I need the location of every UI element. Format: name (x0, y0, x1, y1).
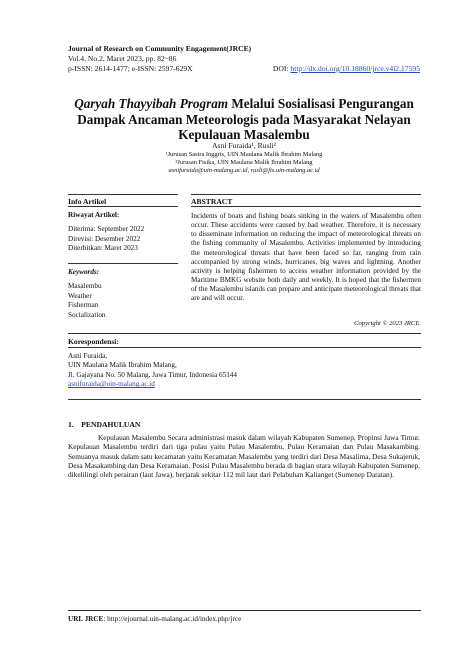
abstract-heading: ABSTRACT (191, 197, 233, 206)
footer-divider (68, 610, 421, 611)
divider (68, 347, 421, 348)
keywords-label: Keywords: (68, 268, 100, 276)
keyword-item: Socialization (68, 310, 106, 319)
footer-url[interactable]: : http://ejournal.uin-malang.ac.id/index.php/jrce (103, 615, 242, 623)
keyword-item: Masalembu (68, 282, 102, 291)
keywords-block (68, 268, 178, 320)
author-emails: asnifuraida@uin-malang.ac.id, rusli@fis.uin-malang.ac.id (168, 167, 320, 175)
article-history (68, 211, 178, 254)
correspondence-email-link[interactable]: asnifuraida@uin-malang.ac.id (68, 380, 155, 389)
divider (68, 263, 178, 264)
author-block (68, 141, 420, 176)
info-heading: Info Artikel (68, 197, 107, 206)
divider (191, 206, 421, 207)
divider (68, 206, 178, 207)
affiliation-2: ²Jurusan Fisika, UIN Maulana Malik Ibrahim Malang (175, 159, 313, 167)
title-italic: Qaryah Thayyibah Program (74, 96, 229, 111)
abstract-text: Incidents of boats and fishing boats sinking in the waters of Masalembu often occur. These accidents were caused by bad weather. Therefore, it is necessary to disseminate information on reducing the impact of meteorological threats on the fishing community of Masalembu. Activities implemented by introducing the meteorological threats that have been faced so far, ranging from rain accompanied by strong winds, hurricanes, big waves and lightning. Another activity is helping fishermen to access weather information provided by the Maritime BMKG website both daily and weekly. It is hoped that the fishermen of the Masalembu islands can prepare and anticipate meteorological threats that are and will occur. (191, 212, 421, 303)
doi-link[interactable]: http://dx.doi.org/10.18860/jrce.v4i2.17595 (290, 64, 420, 73)
received-date: Diterima: September 2022 (68, 225, 145, 234)
keyword-item: Fisherman (68, 301, 99, 310)
body-paragraph: Kepulauan Masalembu Secara administrasi masuk dalam wilayah Kabupaten Sumenep, Propinsi Jawa Timur. Kepulauan Masalembu terdiri dari tiga pulau yaitu Pulau Masalembu, Pulau Keramaian dan Pulau Masakambing. Semuanya masuk dalam satu kecamatan yaitu Kecamatan Masalembu yang terdiri dari Desa Masalima, Desa Sukajeruk, Desa Masakambing dan Desa Keramaian. Posisi Pulau Masalembu berada di bagian utara wilayah Kabupaten Sumenep, dikelilingi oleh perairan (laut Jawa), berjarak sekitar 112 mil laut dari Pelabuhan Kalianget (Sumenep Daratan). (68, 433, 420, 480)
keyword-item: Weather (68, 291, 92, 300)
copyright: Copyright © 2023 JRCE. (354, 320, 421, 327)
doi (273, 64, 420, 74)
journal-name: Journal of Research on Community Engagement(JRCE) (68, 44, 252, 53)
author-names: Asni Furaida¹, Rusli² (212, 141, 276, 150)
correspondence-institution: UIN Maulana Malik Ibrahim Malang, (68, 361, 177, 370)
correspondence-heading: Korespondensi: (68, 337, 119, 346)
divider (191, 194, 421, 195)
correspondence-block (68, 352, 368, 390)
published-date: Diterbitkan: Maret 2023 (68, 244, 138, 253)
doi-label: DOI: (272, 64, 289, 73)
paper-title (68, 96, 420, 143)
journal-header (68, 44, 420, 74)
journal-issn: p-ISSN: 2614-1477; e-ISSN: 2597-629X (68, 64, 193, 73)
issn-doi-line (68, 64, 420, 74)
divider (68, 194, 178, 195)
correspondence-address: Jl. Gajayana No. 50 Malang, Jawa Timur, Indonesia 65144 (68, 370, 237, 379)
divider (68, 399, 421, 400)
footer (68, 615, 420, 623)
history-label: Riwayat Artikel: (68, 211, 120, 219)
correspondence-name: Asni Furaida, (68, 352, 108, 360)
footer-label: URL JRCE (68, 615, 104, 623)
section-heading: 1. PENDAHULUAN (68, 420, 141, 429)
revised-date: Direvisi: Desember 2022 (68, 234, 141, 243)
journal-volume: Vol.4, No.2, Maret 2023, pp. 82~86 (68, 54, 177, 63)
affiliation-1: ¹Jurusan Sastra Inggris, UIN Maulana Malik Ibrahim Malang (165, 151, 323, 158)
title-rest: Melalui Sosialisasi Pengurangan Dampak Ancaman Meteorologis pada Masyarakat Nelayan Kepulauan Masalembu (77, 96, 414, 142)
divider (68, 333, 421, 334)
